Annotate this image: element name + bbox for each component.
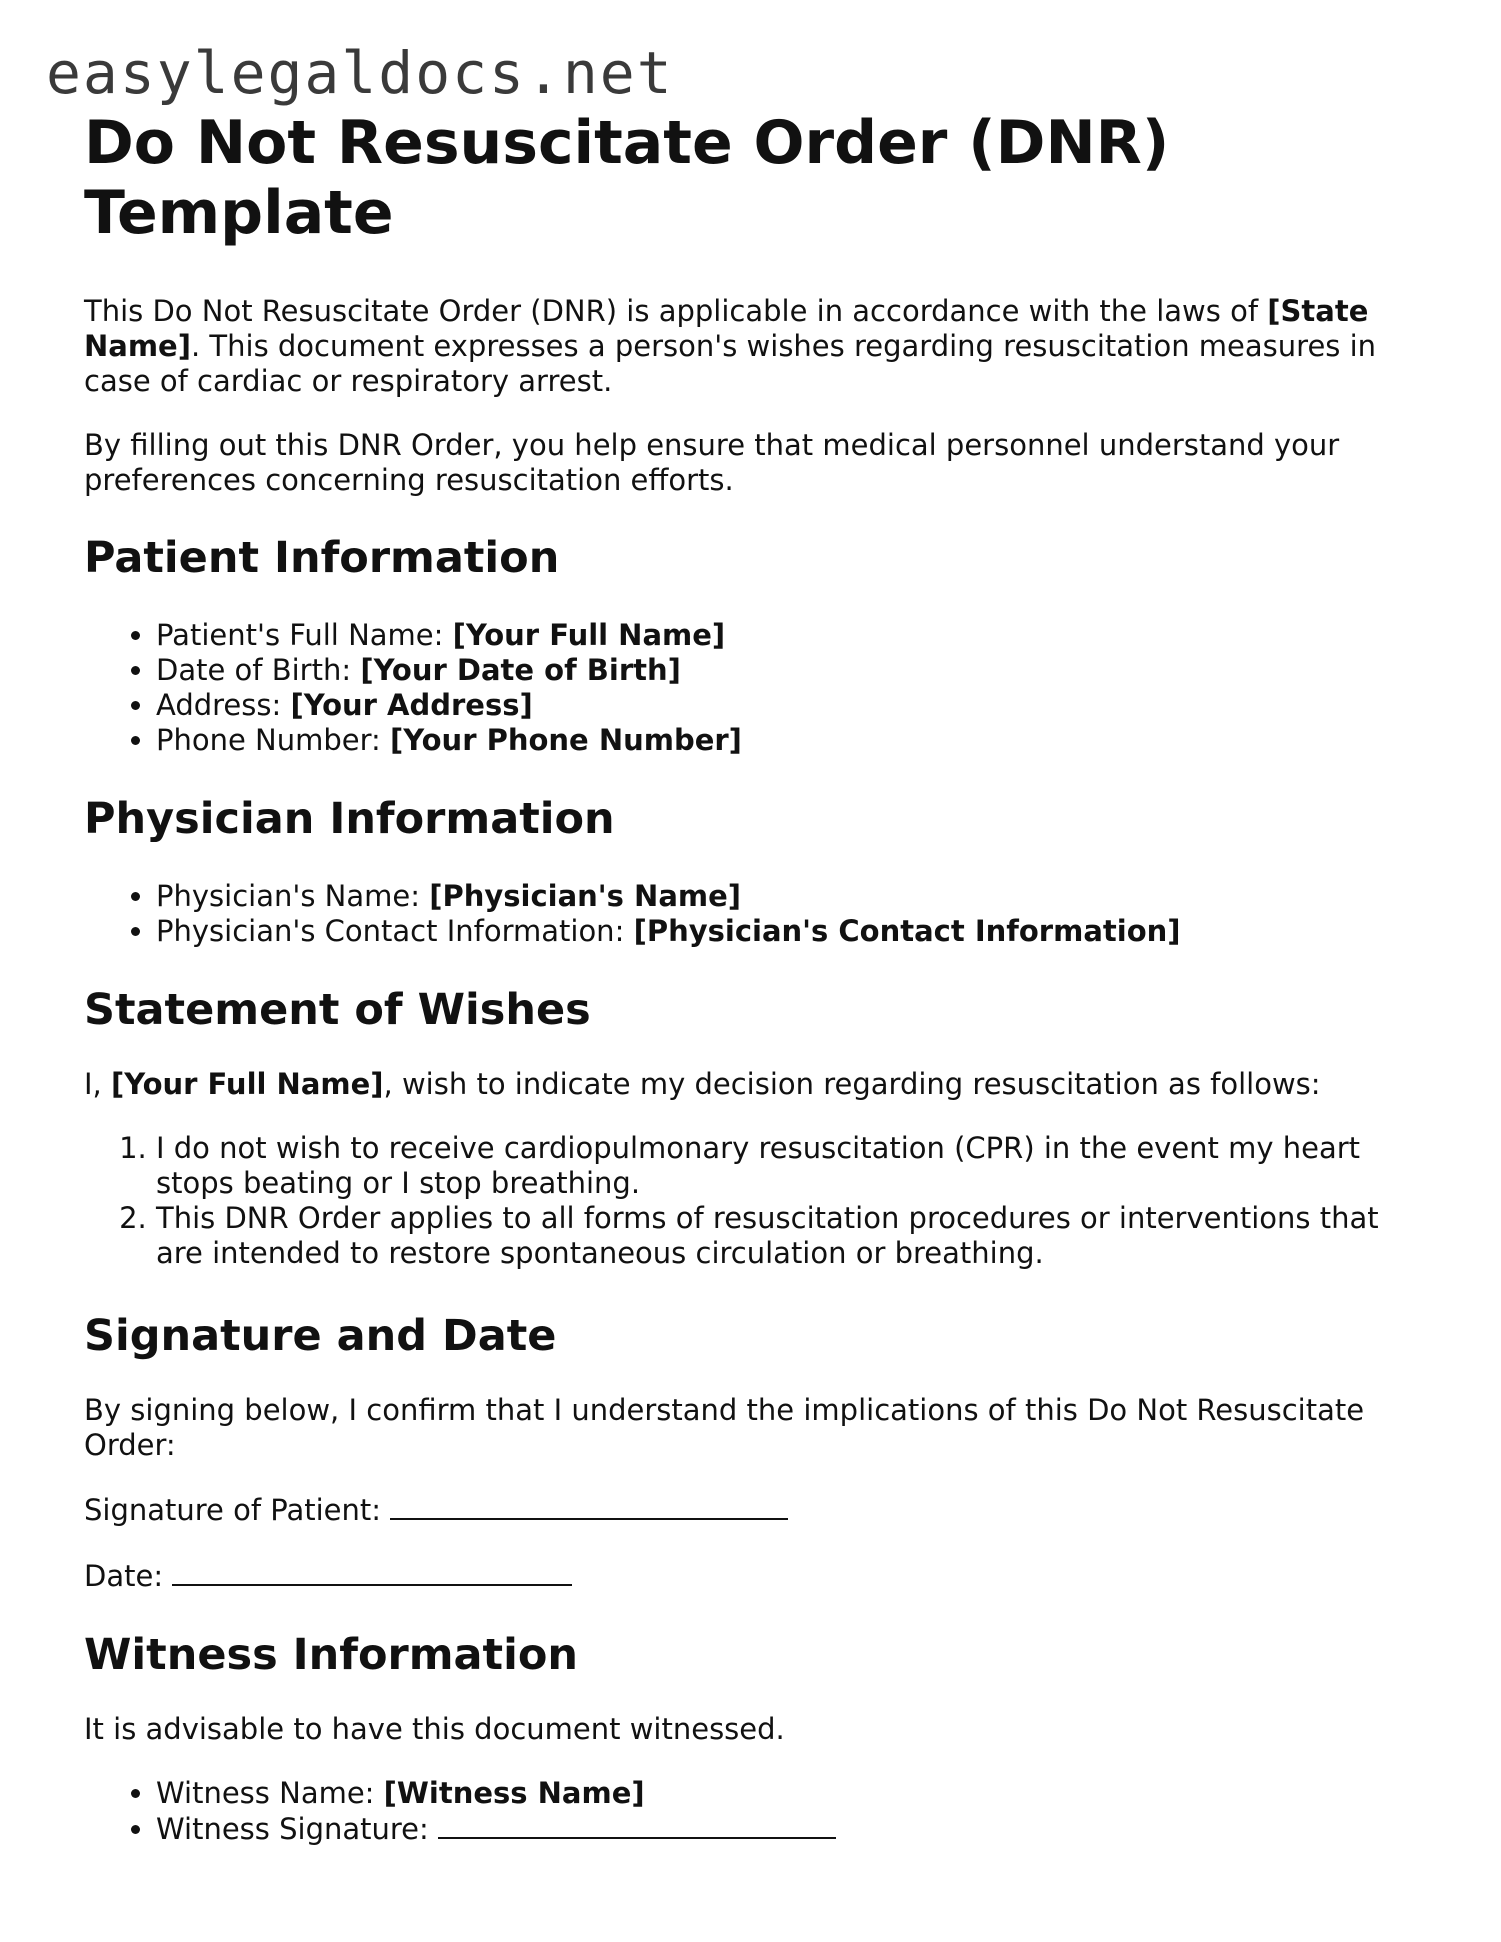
- list-item: 2. This DNR Order applies to all forms of resuscitation procedures or interventions that are intended to restore spontaneous circulation or breathing.: [156, 1201, 1424, 1271]
- wishes-intro: I, [Your Full Name], wish to indicate my decision regarding resuscitation as follows:: [84, 1067, 1321, 1101]
- list-item: • Phone Number: [Your Phone Number]: [156, 723, 1424, 758]
- list-item[interactable]: • Witness Signature:: [156, 1811, 1424, 1847]
- intro-paragraph: [84, 294, 1424, 399]
- document: [84, 108, 1424, 1847]
- physician-heading: Physician Information: [84, 794, 615, 844]
- date-line[interactable]: Date:: [84, 1558, 1424, 1594]
- list-item: • Witness Name: [Witness Name]: [156, 1776, 1424, 1811]
- page-title: Do Not Resuscitate Order (DNR) Template: [84, 108, 1170, 248]
- state-name-placeholder: [State Name]: [84, 294, 1369, 363]
- list-item: • Physician's Name: [Physician's Name]: [156, 879, 1424, 914]
- list-item: • Address: [Your Address]: [156, 688, 1424, 723]
- name-placeholder: [Your Full Name]: [111, 1067, 384, 1101]
- list-item: • Physician's Contact Information: [Physician's Contact Information]: [156, 914, 1424, 949]
- site-watermark: easylegaldocs.net: [46, 39, 674, 107]
- intro-text-cont: . This document expresses a person's wishes regarding resuscitation measures in case of cardiac or respiratory arrest.: [84, 329, 1377, 398]
- witness-text: It is advisable to have this document witnessed.: [84, 1712, 785, 1746]
- intro-paragraph-2: By filling out this DNR Order, you help ensure that medical personnel understand your preferences concerning resuscitation efforts.: [84, 428, 1340, 497]
- intro-text: This Do Not Resuscitate Order (DNR) is applicable in accordance with the laws of: [84, 294, 1268, 328]
- witness-list: [84, 1776, 1424, 1847]
- witness-signature-field[interactable]: [438, 1811, 836, 1839]
- list-item: • Date of Birth: [Your Date of Birth]: [156, 653, 1424, 688]
- list-item: • Patient's Full Name: [Your Full Name]: [156, 618, 1424, 653]
- wishes-list: [84, 1131, 1424, 1271]
- patient-heading: Patient Information: [84, 533, 560, 583]
- date-field[interactable]: [172, 1558, 572, 1586]
- signature-text: By signing below, I confirm that I understand the implications of this Do Not Resuscitate Order:: [84, 1393, 1365, 1462]
- patient-list: [84, 618, 1424, 758]
- witness-heading: Witness Information: [84, 1630, 578, 1680]
- signature-heading: Signature and Date: [84, 1311, 557, 1361]
- patient-signature-field[interactable]: [390, 1492, 788, 1520]
- patient-signature-line[interactable]: Signature of Patient:: [84, 1492, 1424, 1528]
- wishes-heading: Statement of Wishes: [84, 985, 591, 1035]
- list-item: 1. I do not wish to receive cardiopulmonary resuscitation (CPR) in the event my heart stops beating or I stop breathing.: [156, 1131, 1424, 1201]
- physician-list: [84, 879, 1424, 949]
